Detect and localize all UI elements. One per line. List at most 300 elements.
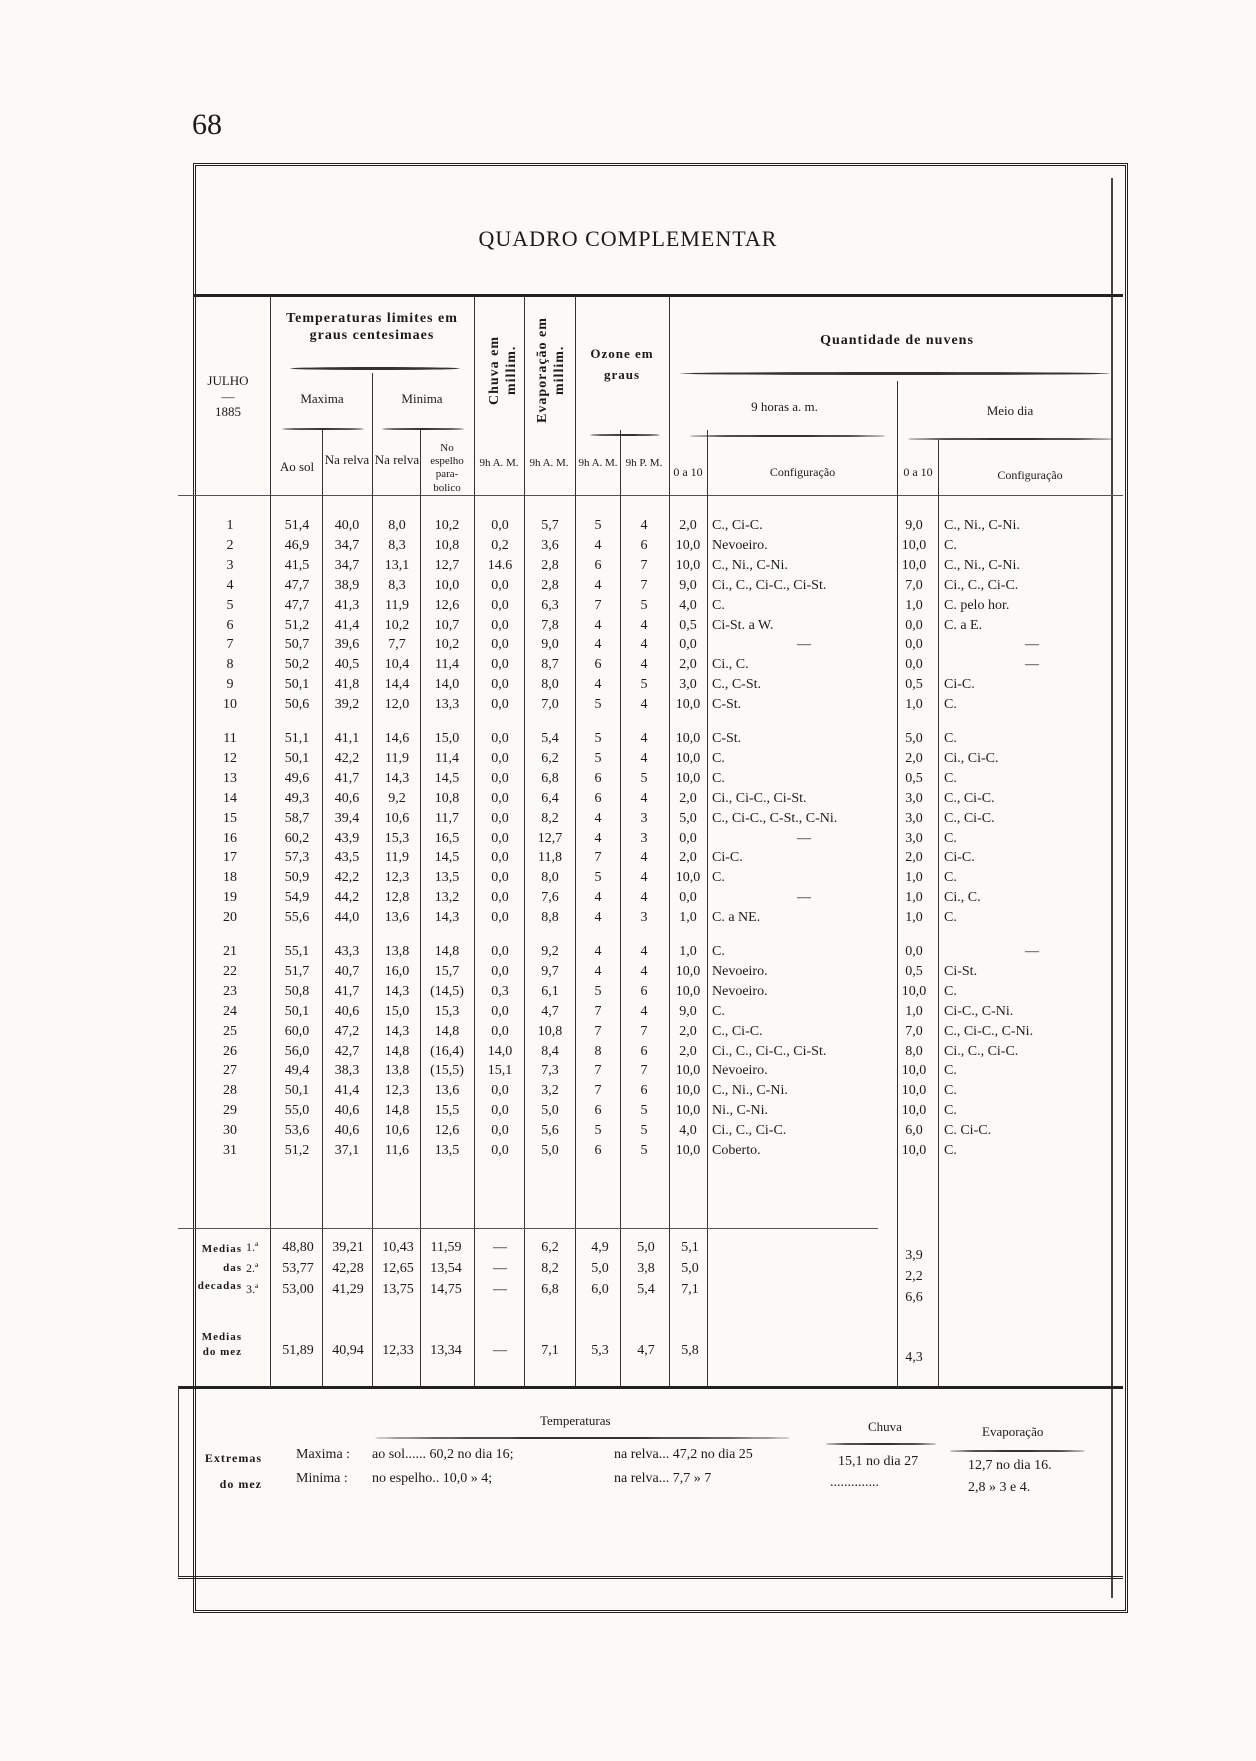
decada-ordinal: 2.ª bbox=[246, 1261, 259, 1275]
row-cell: 40,7 bbox=[334, 963, 360, 979]
row-cell: 0,0 bbox=[905, 617, 923, 633]
row-cell: 41,7 bbox=[334, 770, 360, 786]
row-cell: 8,0 bbox=[541, 870, 559, 886]
row-cell: 2,0 bbox=[905, 750, 923, 766]
row-configuracao: C., Ci-C., C-Ni. bbox=[944, 1023, 1034, 1039]
row-cell: 41,1 bbox=[334, 731, 360, 746]
row-cell: 4 bbox=[594, 963, 602, 979]
row-day: 16 bbox=[223, 830, 237, 846]
row-cell: 0,0 bbox=[491, 944, 509, 959]
mez-cell: 4,7 bbox=[637, 1343, 655, 1358]
row-cell: 51,2 bbox=[284, 1143, 310, 1158]
row-cell: 10,0 bbox=[675, 537, 701, 553]
minima-header: Minima bbox=[401, 391, 443, 406]
row-cell: 2,0 bbox=[679, 518, 697, 533]
row-cell: 41,3 bbox=[334, 597, 360, 613]
row-cell: 3,0 bbox=[679, 677, 697, 693]
row-cell: 14,0 bbox=[487, 1043, 513, 1059]
row-cell: 13,5 bbox=[434, 870, 460, 886]
row-cell: 0,0 bbox=[679, 637, 697, 653]
row-cell: 40,6 bbox=[334, 1003, 360, 1019]
row-cell: 0,0 bbox=[491, 1083, 509, 1099]
row-cell: 10,0 bbox=[901, 1083, 927, 1099]
row-cell: 43,3 bbox=[334, 944, 360, 959]
row-cell: 34,7 bbox=[334, 557, 360, 573]
row-cell: 6,8 bbox=[541, 770, 559, 786]
row-cell: 2,0 bbox=[679, 850, 697, 866]
row-cell: 10,2 bbox=[384, 617, 410, 633]
row-cell: 14,3 bbox=[384, 983, 410, 999]
row-configuracao: Ci-C. bbox=[944, 850, 975, 866]
row-cell: 0,0 bbox=[491, 617, 509, 633]
row-configuracao: C. bbox=[944, 1143, 957, 1158]
row-day: 1 bbox=[226, 518, 234, 533]
maxima-header: Maxima bbox=[300, 391, 344, 406]
row-configuracao: Ci-C., C-Ni. bbox=[944, 1003, 1014, 1019]
row-cell: 2,8 bbox=[541, 557, 559, 573]
row-day: 30 bbox=[223, 1123, 237, 1139]
row-cell: 10,0 bbox=[675, 770, 701, 786]
mez-cell: 51,89 bbox=[282, 1343, 314, 1358]
row-cell: 4 bbox=[640, 518, 648, 533]
decada-ordinal: 3.ª bbox=[246, 1282, 259, 1296]
row-cell: 0,0 bbox=[905, 657, 923, 673]
extremas-maxima-relva: na relva... 47,2 no dia 25 bbox=[614, 1447, 753, 1462]
row-cell: 13,3 bbox=[434, 697, 460, 713]
row-cell: 58,7 bbox=[284, 810, 310, 826]
row-cell: 5 bbox=[594, 1123, 602, 1139]
row-configuracao: C. bbox=[712, 597, 725, 613]
row-cell: 42,2 bbox=[334, 750, 360, 766]
row-day: 3 bbox=[226, 557, 234, 573]
row-cell: 6,4 bbox=[541, 790, 559, 806]
row-cell: 11,6 bbox=[385, 1143, 409, 1158]
row-configuracao: C. bbox=[944, 697, 957, 713]
mez-cell: 4,3 bbox=[905, 1350, 923, 1365]
row-cell: 6 bbox=[594, 657, 602, 673]
row-cell: 40,6 bbox=[334, 790, 360, 806]
decada-cell: 6,2 bbox=[541, 1240, 559, 1255]
row-cell: 50,1 bbox=[284, 1083, 310, 1099]
row-cell: 10,8 bbox=[537, 1023, 563, 1039]
row-configuracao: C. bbox=[712, 750, 725, 766]
extremas-evap-max: 12,7 no dia 16. bbox=[968, 1458, 1052, 1473]
row-cell: 14,5 bbox=[434, 770, 460, 786]
row-cell: 10,6 bbox=[384, 1123, 410, 1139]
row-cell: 14,3 bbox=[384, 770, 410, 786]
row-cell: 12,7 bbox=[537, 830, 563, 846]
row-cell: 4 bbox=[640, 944, 648, 959]
row-cell: 8,3 bbox=[388, 537, 406, 553]
row-configuracao: C., Ci-C., C-St., C-Ni. bbox=[712, 810, 838, 826]
row-cell: 0,0 bbox=[491, 1023, 509, 1039]
row-cell: 9,2 bbox=[388, 790, 406, 806]
row-cell: 4 bbox=[640, 1003, 648, 1019]
row-cell: 14,6 bbox=[384, 731, 410, 746]
row-cell: 11,8 bbox=[538, 850, 562, 866]
row-cell: 49,6 bbox=[284, 770, 310, 786]
row-cell: 57,3 bbox=[284, 850, 310, 866]
row-cell: 0,0 bbox=[491, 870, 509, 886]
row-cell: 50,7 bbox=[284, 637, 310, 653]
row-cell: 40,6 bbox=[334, 1123, 360, 1139]
row-configuracao: Nevoeiro. bbox=[712, 963, 768, 979]
mez-label: Medias do mez bbox=[201, 1331, 242, 1359]
row-configuracao: C., C-St. bbox=[712, 677, 762, 693]
row-cell: 7,3 bbox=[541, 1063, 559, 1079]
row-cell: 10,0 bbox=[901, 1063, 927, 1079]
row-cell: 4,0 bbox=[679, 597, 697, 613]
row-cell: 0,5 bbox=[905, 677, 923, 693]
row-cell: 5,0 bbox=[541, 1103, 559, 1119]
row-configuracao: C., Ni., C-Ni. bbox=[712, 1083, 788, 1099]
decadas-label: Medias das decadas bbox=[197, 1243, 242, 1293]
row-cell: 10,0 bbox=[675, 870, 701, 886]
row-cell: 5 bbox=[640, 1103, 648, 1119]
row-cell: 42,2 bbox=[334, 870, 360, 886]
row-cell: 8,7 bbox=[541, 657, 559, 673]
row-cell: 0,0 bbox=[679, 890, 697, 906]
row-cell: 10,0 bbox=[675, 963, 701, 979]
row-cell: 10,0 bbox=[434, 577, 460, 593]
row-configuracao: C., Ci-C. bbox=[944, 790, 995, 806]
chuva-heading: Chuva bbox=[868, 1419, 902, 1434]
decada-cell: 2,2 bbox=[905, 1269, 923, 1284]
row-cell: 50,6 bbox=[284, 697, 310, 713]
row-cell: 3 bbox=[640, 910, 648, 926]
row-cell: 6 bbox=[594, 770, 602, 786]
row-cell: 5,0 bbox=[905, 731, 923, 746]
row-day: 10 bbox=[223, 697, 237, 713]
row-cell: 5 bbox=[640, 597, 648, 613]
extremas-evap-min: 2,8 » 3 e 4. bbox=[968, 1480, 1031, 1495]
row-cell: 4 bbox=[640, 750, 648, 766]
row-cell: 10,0 bbox=[675, 731, 701, 746]
row-day: 23 bbox=[223, 983, 237, 999]
row-cell: 6,2 bbox=[541, 750, 559, 766]
row-cell: 6 bbox=[640, 1083, 648, 1099]
row-cell: 9,0 bbox=[679, 577, 697, 593]
row-cell: 11,7 bbox=[435, 810, 459, 826]
row-day: 26 bbox=[223, 1043, 237, 1059]
row-cell: 4 bbox=[594, 537, 602, 553]
row-cell: 10,2 bbox=[434, 637, 460, 653]
row-cell: 0,0 bbox=[491, 577, 509, 593]
escala-9h-header: 0 a 10 bbox=[673, 465, 703, 479]
row-configuracao: — bbox=[797, 830, 811, 846]
row-cell: 39,2 bbox=[334, 697, 360, 713]
row-cell: 16,5 bbox=[434, 830, 460, 846]
mez-cell: 12,33 bbox=[382, 1343, 414, 1358]
row-day: 11 bbox=[223, 731, 237, 746]
row-cell: 7 bbox=[640, 577, 648, 593]
row-configuracao: C. bbox=[944, 1103, 957, 1119]
row-configuracao: C., Ci-C. bbox=[712, 1023, 763, 1039]
row-cell: 11,4 bbox=[435, 657, 459, 673]
row-cell: 0,5 bbox=[679, 617, 697, 633]
row-cell: 10,0 bbox=[675, 750, 701, 766]
decada-cell: 3,8 bbox=[637, 1261, 655, 1276]
row-cell: 0,0 bbox=[491, 697, 509, 713]
row-day: 20 bbox=[223, 910, 237, 926]
config-9h-header: Configuração bbox=[769, 465, 836, 479]
decada-cell: 42,28 bbox=[332, 1261, 364, 1276]
row-cell: 4 bbox=[594, 890, 602, 906]
row-cell: 16,0 bbox=[384, 963, 410, 979]
row-cell: 50,1 bbox=[284, 750, 310, 766]
extremas-chuva-value: 15,1 no dia 27 bbox=[838, 1454, 919, 1469]
mez-cell: — bbox=[493, 1343, 507, 1358]
row-day: 17 bbox=[223, 850, 237, 866]
row-cell: 3,0 bbox=[905, 790, 923, 806]
row-cell: 0,3 bbox=[491, 983, 509, 999]
row-cell: 51,1 bbox=[284, 731, 310, 746]
row-cell: 38,9 bbox=[334, 577, 360, 593]
decada-cell: 10,43 bbox=[382, 1240, 414, 1255]
row-day: 28 bbox=[223, 1083, 237, 1099]
row-cell: 11,9 bbox=[385, 750, 409, 766]
row-cell: 0,0 bbox=[491, 677, 509, 693]
row-cell: 10,0 bbox=[675, 697, 701, 713]
row-cell: 8 bbox=[594, 1043, 602, 1059]
row-configuracao: C. bbox=[944, 870, 957, 886]
row-cell: 10,0 bbox=[675, 1103, 701, 1119]
row-cell: 0,0 bbox=[491, 1123, 509, 1139]
row-cell: 6 bbox=[594, 1143, 602, 1158]
row-cell: 7,0 bbox=[905, 577, 923, 593]
row-configuracao: Ci., C., Ci-C. bbox=[944, 577, 1019, 593]
row-cell: 5 bbox=[594, 731, 602, 746]
row-cell: 6 bbox=[640, 983, 648, 999]
row-cell: 7,6 bbox=[541, 890, 559, 906]
row-cell: 8,8 bbox=[541, 910, 559, 926]
row-configuracao: C. bbox=[944, 1063, 957, 1079]
decada-cell: 5,1 bbox=[681, 1240, 699, 1255]
row-day: 29 bbox=[223, 1103, 237, 1119]
row-day: 24 bbox=[223, 1003, 237, 1019]
row-configuracao: — bbox=[1025, 944, 1039, 959]
row-cell: 53,6 bbox=[284, 1123, 310, 1139]
row-cell: 43,5 bbox=[334, 850, 360, 866]
row-cell: 3,2 bbox=[541, 1083, 559, 1099]
row-cell: 37,1 bbox=[334, 1143, 360, 1158]
no-espelho-header: No espelho para-bolico bbox=[430, 442, 464, 494]
extremas-minima-espelho: no espelho.. 10,0 » 4; bbox=[372, 1471, 493, 1486]
row-cell: 54,9 bbox=[284, 890, 310, 906]
row-cell: 8,0 bbox=[388, 518, 406, 533]
row-cell: 12,3 bbox=[384, 1083, 410, 1099]
decada-cell: 14,75 bbox=[430, 1282, 462, 1297]
row-cell: 2,8 bbox=[541, 577, 559, 593]
row-cell: 5 bbox=[640, 677, 648, 693]
mez-cell: 5,3 bbox=[591, 1343, 609, 1358]
row-cell: 50,1 bbox=[284, 1003, 310, 1019]
row-cell: 10,0 bbox=[901, 1143, 927, 1158]
extremas-minima-relva: na relva... 7,7 » 7 bbox=[614, 1471, 712, 1486]
row-cell: 15,5 bbox=[434, 1103, 460, 1119]
na-relva-max-header: Na relva bbox=[324, 452, 370, 467]
row-cell: 15,3 bbox=[434, 1003, 460, 1019]
row-cell: 2,0 bbox=[679, 657, 697, 673]
row-cell: 10,7 bbox=[434, 617, 460, 633]
ozone-9am-header: 9h A. M. bbox=[578, 457, 618, 469]
config-meio-header: Configuração bbox=[997, 468, 1063, 482]
row-configuracao: C. bbox=[712, 770, 725, 786]
row-cell: 11,9 bbox=[385, 850, 409, 866]
row-cell: 51,7 bbox=[284, 963, 310, 979]
row-configuracao: C. bbox=[944, 910, 957, 926]
row-day: 12 bbox=[223, 750, 237, 766]
row-configuracao: Nevoeiro. bbox=[712, 983, 768, 999]
page-number: 68 bbox=[192, 108, 222, 141]
row-cell: 40,6 bbox=[334, 1103, 360, 1119]
row-cell: 0,0 bbox=[491, 637, 509, 653]
row-cell: 12,6 bbox=[434, 597, 460, 613]
row-cell: 4 bbox=[594, 677, 602, 693]
row-cell: 10,0 bbox=[901, 1103, 927, 1119]
row-cell: 3,0 bbox=[905, 830, 923, 846]
row-day: 2 bbox=[226, 537, 234, 553]
row-configuracao: C. a NE. bbox=[712, 910, 761, 926]
row-cell: 41,7 bbox=[334, 983, 360, 999]
row-cell: 8,0 bbox=[541, 677, 559, 693]
row-cell: 12,0 bbox=[384, 697, 410, 713]
row-day: 5 bbox=[226, 597, 234, 613]
chuva-9h-header: 9h A. M. bbox=[479, 457, 519, 469]
row-cell: 10,8 bbox=[434, 790, 460, 806]
row-cell: 5 bbox=[640, 1143, 648, 1158]
decada-cell: 11,59 bbox=[430, 1240, 462, 1255]
row-cell: 15,0 bbox=[434, 731, 460, 746]
temp-group-header: Temperaturas limites em graus centesimaes bbox=[286, 311, 458, 343]
row-cell: 41,4 bbox=[334, 617, 360, 633]
decada-cell: 5,0 bbox=[637, 1240, 655, 1255]
row-cell: 5 bbox=[640, 1123, 648, 1139]
decada-cell: 6,6 bbox=[905, 1290, 923, 1305]
row-cell: 10,6 bbox=[384, 810, 410, 826]
row-cell: 13,8 bbox=[384, 1063, 410, 1079]
row-cell: 14,8 bbox=[434, 1023, 460, 1039]
decada-cell: 53,00 bbox=[282, 1282, 314, 1297]
row-cell: 43,9 bbox=[334, 830, 360, 846]
row-cell: 5 bbox=[640, 770, 648, 786]
row-cell: 8,2 bbox=[541, 810, 559, 826]
row-cell: 50,8 bbox=[284, 983, 310, 999]
nove-horas-header: 9 horas a. m. bbox=[751, 399, 818, 414]
extremas-minima-label: Minima : bbox=[296, 1471, 348, 1486]
row-configuracao: C-St. bbox=[712, 697, 742, 713]
row-day: 15 bbox=[223, 810, 237, 826]
extremas-maxima-sol: ao sol...... 60,2 no dia 16; bbox=[372, 1447, 514, 1462]
row-cell: 0,0 bbox=[491, 910, 509, 926]
chuva-header: Chuva em millim. bbox=[487, 335, 519, 405]
row-cell: 10,0 bbox=[901, 557, 927, 573]
row-cell: 55,0 bbox=[284, 1103, 310, 1119]
row-configuracao: — bbox=[1025, 637, 1039, 653]
row-cell: 50,9 bbox=[284, 870, 310, 886]
row-day: 14 bbox=[223, 790, 237, 806]
row-configuracao: C. Ci-C. bbox=[944, 1123, 992, 1139]
row-cell: 8,3 bbox=[388, 577, 406, 593]
row-configuracao: Ci., C., Ci-C. bbox=[944, 1043, 1019, 1059]
row-cell: 4 bbox=[594, 617, 602, 633]
row-cell: 7 bbox=[594, 1063, 602, 1079]
row-cell: 3,0 bbox=[905, 810, 923, 826]
row-cell: 4 bbox=[640, 657, 648, 673]
row-cell: 10,0 bbox=[901, 983, 927, 999]
row-cell: 5 bbox=[594, 750, 602, 766]
row-configuracao: — bbox=[1025, 657, 1039, 673]
row-cell: 14,3 bbox=[384, 1023, 410, 1039]
row-configuracao: Ci., C., Ci-C., Ci-St. bbox=[712, 577, 827, 593]
row-configuracao: C., Ni., C-Ni. bbox=[944, 518, 1020, 533]
nuvens-header: Quantidade de nuvens bbox=[820, 333, 974, 348]
row-cell: 49,4 bbox=[284, 1063, 310, 1079]
row-cell: 44,2 bbox=[334, 890, 360, 906]
row-cell: 5 bbox=[594, 983, 602, 999]
month-label: JULHO — 1885 bbox=[207, 373, 249, 420]
escala-meio-header: 0 a 10 bbox=[903, 465, 933, 479]
row-cell: 8,0 bbox=[905, 1043, 923, 1059]
row-cell: 0,0 bbox=[491, 731, 509, 746]
row-configuracao: Ci., C., Ci-C., Ci-St. bbox=[712, 1043, 827, 1059]
row-configuracao: Ci., Ci-C., Ci-St. bbox=[712, 790, 807, 806]
row-cell: 51,2 bbox=[284, 617, 310, 633]
row-cell: 5,0 bbox=[679, 810, 697, 826]
row-cell: 4 bbox=[594, 577, 602, 593]
row-cell: 2,0 bbox=[905, 850, 923, 866]
row-cell: 4 bbox=[640, 963, 648, 979]
row-configuracao: Nevoeiro. bbox=[712, 537, 768, 553]
ozone-9pm-header: 9h P. M. bbox=[625, 457, 663, 469]
row-cell: 14,4 bbox=[384, 677, 410, 693]
row-cell: 10,0 bbox=[901, 537, 927, 553]
row-cell: 47,2 bbox=[334, 1023, 360, 1039]
row-cell: 41,8 bbox=[334, 677, 360, 693]
row-cell: 40,0 bbox=[334, 518, 360, 533]
row-day: 6 bbox=[226, 617, 234, 633]
row-cell: 2,0 bbox=[679, 790, 697, 806]
row-configuracao: C. bbox=[944, 1083, 957, 1099]
row-cell: 4 bbox=[594, 637, 602, 653]
row-configuracao: C. a E. bbox=[944, 617, 983, 633]
row-day: 9 bbox=[226, 677, 234, 693]
row-cell: 1,0 bbox=[905, 697, 923, 713]
row-cell: 3,6 bbox=[541, 537, 559, 553]
row-cell: 7,7 bbox=[388, 637, 406, 653]
row-cell: 0,0 bbox=[491, 518, 509, 533]
row-cell: 0,0 bbox=[905, 944, 923, 959]
row-cell: (15,5) bbox=[430, 1063, 464, 1079]
row-cell: 13,5 bbox=[434, 1143, 460, 1158]
row-cell: 34,7 bbox=[334, 537, 360, 553]
row-cell: 40,5 bbox=[334, 657, 360, 673]
row-cell: 3 bbox=[640, 830, 648, 846]
row-configuracao: Ci., Ci-C. bbox=[944, 750, 999, 766]
decada-cell: — bbox=[493, 1261, 507, 1276]
row-configuracao: — bbox=[797, 637, 811, 653]
row-configuracao: C., Ni., C-Ni. bbox=[944, 557, 1020, 573]
row-cell: 4 bbox=[594, 910, 602, 926]
row-cell: 55,6 bbox=[284, 910, 310, 926]
decada-cell: 4,9 bbox=[591, 1240, 609, 1255]
row-configuracao: Ci., C. bbox=[944, 890, 981, 906]
ozone-header: Ozone em graus bbox=[590, 346, 654, 382]
row-cell: 38,3 bbox=[334, 1063, 360, 1079]
row-configuracao: Ci., C., Ci-C. bbox=[712, 1123, 787, 1139]
row-cell: 14,8 bbox=[384, 1043, 410, 1059]
row-cell: 14,8 bbox=[384, 1103, 410, 1119]
